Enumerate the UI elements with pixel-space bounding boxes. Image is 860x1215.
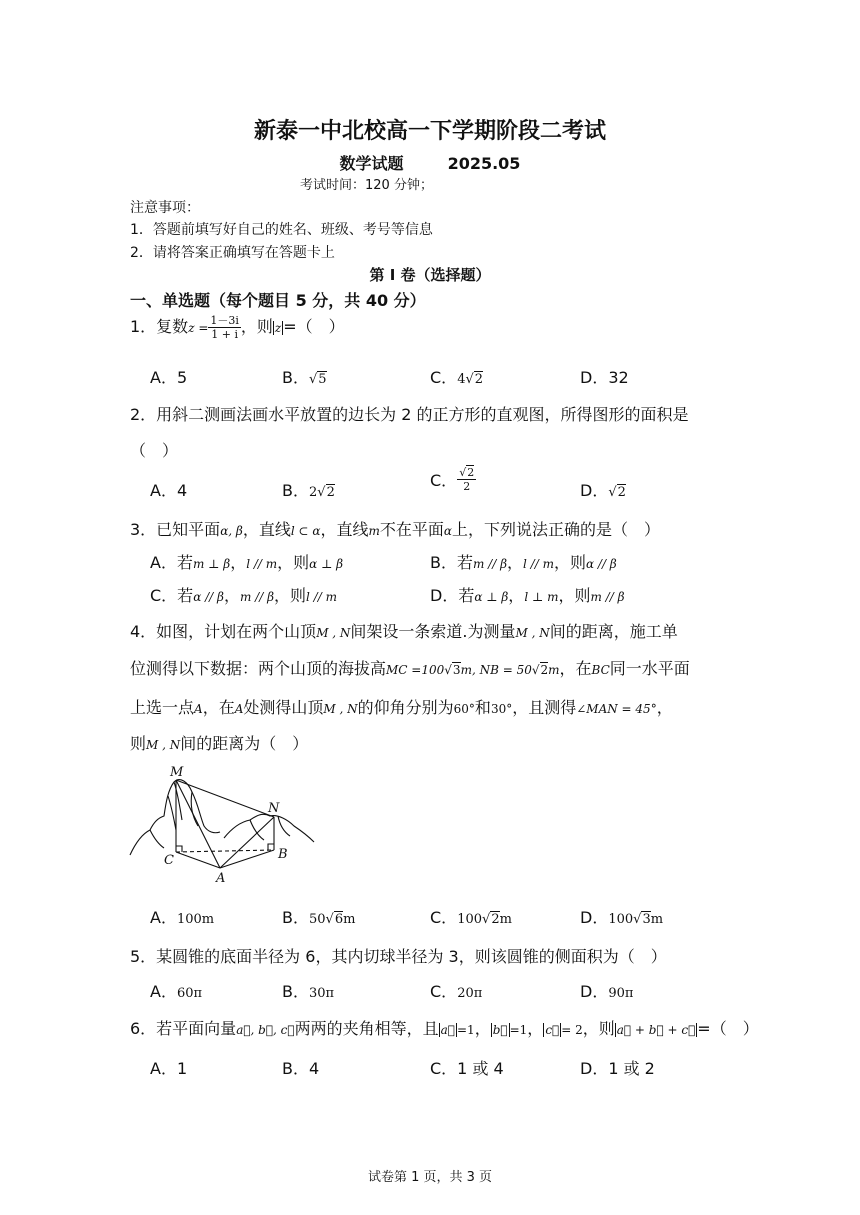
q6-option-c[interactable]: C．1 或 4 — [430, 1059, 504, 1078]
q3-option-a[interactable]: A．若m ⊥ β，l // m，则α ⊥ β — [150, 553, 344, 572]
question-4-line-4: 则M , N间的距离为（ ） — [130, 734, 309, 753]
q2-option-d[interactable]: D．√2 — [580, 481, 626, 500]
fig-label-m: M — [170, 765, 184, 780]
note-item-2: 2．请将答案正确填写在答题卡上 — [130, 245, 335, 261]
q4-option-c[interactable]: C．100√2m — [430, 908, 512, 927]
fig-label-a: A — [216, 871, 226, 886]
q1-fraction: $\frac{1-3i}{1 + i}$ — [210, 314, 239, 341]
mountain-diagram — [128, 760, 318, 890]
q6-option-d[interactable]: D．1 或 2 — [580, 1059, 655, 1078]
q4-option-d[interactable]: D．100√3m — [580, 908, 664, 927]
question-6-stem: 6．若平面向量a⃗, b⃗, c⃗两两的夹角相等，且 a⃗ =1， b⃗ =1， c⃗ = 2，则 a⃗ + b⃗ + c⃗ =（ ） — [130, 1019, 759, 1038]
q5-option-c[interactable]: C．20π — [430, 982, 483, 1001]
q6-option-a[interactable]: A．1 — [150, 1059, 188, 1078]
q5-option-a[interactable]: A．60π — [150, 982, 203, 1001]
question-4-line-3: 上选一点A，在A处测得山顶M , N的仰角分别为60°和30°，且测得∠MAN = 45°， — [130, 698, 673, 717]
exam-duration: 考试时间：120 分钟； — [300, 178, 433, 193]
question-5-stem: 5．某圆锥的底面半径为 6，其内切球半径为 3，则该圆锥的侧面积为（ ） — [130, 947, 667, 966]
q5-option-d[interactable]: D．90π — [580, 982, 634, 1001]
q1-option-d[interactable]: D．32 — [580, 368, 629, 387]
part-title: 第 I 卷（选择题） — [369, 266, 491, 284]
q5-option-b[interactable]: B．30π — [282, 982, 335, 1001]
q4-option-a[interactable]: A．100m — [150, 908, 215, 927]
fig-label-b: B — [278, 847, 288, 862]
q2-option-a[interactable]: A．4 — [150, 481, 188, 500]
q3-option-d[interactable]: D．若α ⊥ β，l ⊥ m，则m // β — [430, 586, 625, 605]
note-item-1: 1．答题前填写好自己的姓名、班级、考号等信息 — [130, 222, 433, 238]
question-4-line-1: 4．如图，计划在两个山顶M , N间架设一条索道.为测量M , N间的距离，施工单 — [130, 622, 678, 641]
q2-option-c[interactable]: C． $\frac{√2}{2}$ — [430, 466, 475, 493]
section-title: 一、单选题（每个题目 5 分，共 40 分） — [130, 291, 426, 310]
q6-option-b[interactable]: B．4 — [282, 1059, 320, 1078]
page-footer: 试卷第 1 页，共 3 页 — [367, 1170, 493, 1185]
fig-label-c: C — [164, 853, 174, 868]
q2-option-b[interactable]: B．2√2 — [282, 481, 335, 500]
exam-date: 2025.05 — [447, 154, 521, 173]
question-2-paren: （ ） — [130, 441, 179, 460]
q4-option-b[interactable]: B．50√6m — [282, 908, 356, 927]
notes-heading: 注意事项： — [130, 200, 200, 216]
q3-option-b[interactable]: B．若m // β，l // m，则α // β — [430, 553, 617, 572]
q3-option-c[interactable]: C．若α // β，m // β，则l // m — [150, 586, 337, 605]
subject-label: 数学试题 — [339, 154, 404, 173]
q1-option-c[interactable]: C．4√2 — [430, 368, 484, 387]
question-3-stem: 3．已知平面α, β，直线l ⊂ α，直线m不在平面α上，下列说法正确的是（ ） — [130, 520, 661, 539]
question-2-stem: 2．用斜二测画法画水平放置的边长为 2 的正方形的直观图，所得图形的面积是 — [130, 405, 689, 424]
exam-subtitle — [0, 151, 860, 174]
question-4-line-2: 位测得以下数据：两个山顶的海拔高MC =100√3m, NB = 50√2m，在BC同一水平面 — [130, 659, 690, 678]
question-1-stem: 1．复数z = $\frac{1-3i}{1 + i}$ ，则 z =（ ） — [130, 314, 345, 341]
fig-label-n: N — [268, 801, 280, 816]
q1-option-a[interactable]: A．5 — [150, 368, 188, 387]
exam-title: 新泰一中北校高一下学期阶段二考试 — [253, 119, 606, 144]
q1-option-b[interactable]: B．√5 — [282, 368, 327, 387]
